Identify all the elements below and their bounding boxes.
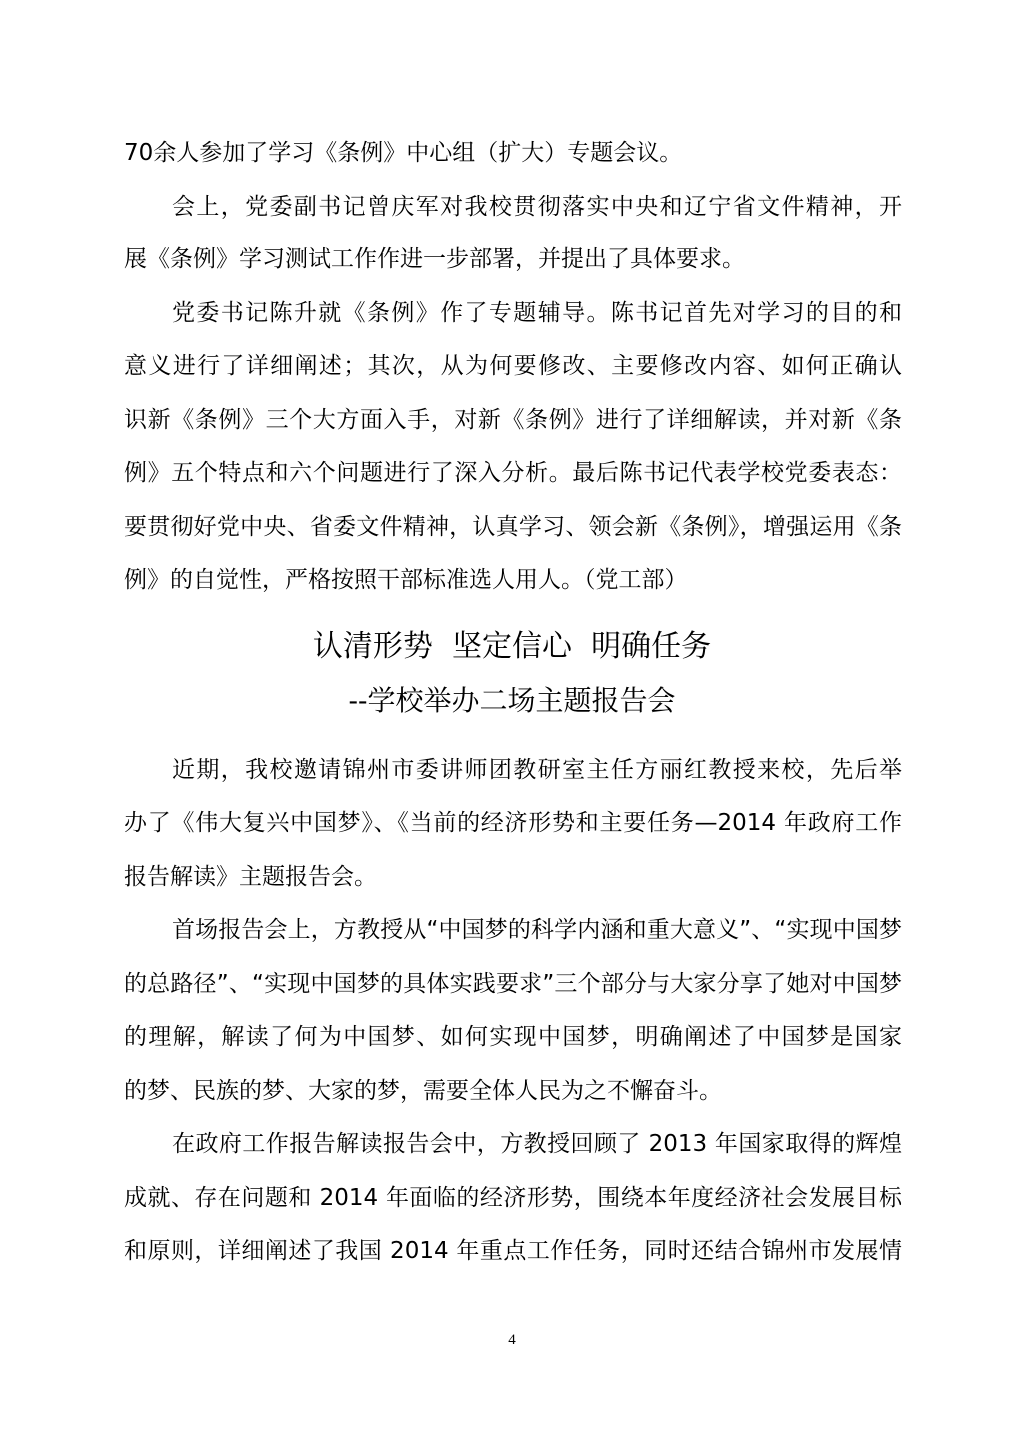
paragraph-line: 报告解读》主题报告会。 — [124, 864, 377, 890]
paragraph-line: 和原则，详细阐述了我国 2014 年重点工作任务，同时还结合锦州市发展情 — [124, 1238, 902, 1264]
paragraph-line: 首场报告会上，方教授从“中国梦的科学内涵和重大意义”、“实现中国梦 — [172, 917, 902, 943]
paragraph-line: 展《条例》学习测试工作作进一步部署，并提出了具体要求。 — [124, 246, 745, 272]
page-number: 4 — [508, 1332, 516, 1348]
paragraph-line: 的总路径”、“实现中国梦的具体实践要求”三个部分与大家分享了她对中国梦 — [124, 971, 902, 997]
paragraph-line: 例》的自觉性，严格按照干部标准选人用人。（党工部） — [124, 567, 688, 593]
article-title: 认清形势 坚定信心 明确任务 — [312, 629, 712, 664]
paragraph-line: 办了《伟大复兴中国梦》、《当前的经济形势和主要任务—2014 年政府工作 — [124, 810, 902, 836]
paragraph-line: 的梦、民族的梦、大家的梦，需要全体人民为之不懈奋斗。 — [124, 1078, 722, 1104]
article-subtitle: --学校举办二场主题报告会 — [348, 684, 676, 717]
paragraph-line: 成就、存在问题和 2014 年面临的经济形势，围绕本年度经济社会发展目标 — [124, 1185, 902, 1211]
paragraph-line: 会上，党委副书记曾庆军对我校贯彻落实中央和辽宁省文件精神，开 — [172, 194, 902, 220]
paragraph-line: 党委书记陈升就《条例》作了专题辅导。陈书记首先对学习的目的和 — [172, 300, 902, 326]
paragraph-line: 识新《条例》三个大方面入手，对新《条例》进行了详细解读，并对新《条 — [124, 407, 902, 433]
paragraph-line: 在政府工作报告解读报告会中，方教授回顾了 2013 年国家取得的辉煌 — [172, 1131, 902, 1157]
paragraph-line: 的理解，解读了何为中国梦、如何实现中国梦，明确阐述了中国梦是国家 — [124, 1024, 902, 1050]
paragraph-line: 意义进行了详细阐述；其次，从为何要修改、主要修改内容、如何正确认 — [124, 353, 902, 379]
paragraph-line: 例》五个特点和六个问题进行了深入分析。最后陈书记代表学校党委表态： — [124, 460, 902, 486]
paragraph-line: 要贯彻好党中央、省委文件精神，认真学习、领会新《条例》，增强运用《条 — [124, 514, 902, 540]
paragraph-line: 近期，我校邀请锦州市委讲师团教研室主任方丽红教授来校，先后举 — [172, 757, 902, 783]
paragraph-line: 70余人参加了学习《条例》中心组（扩大）专题会议。 — [124, 140, 683, 166]
